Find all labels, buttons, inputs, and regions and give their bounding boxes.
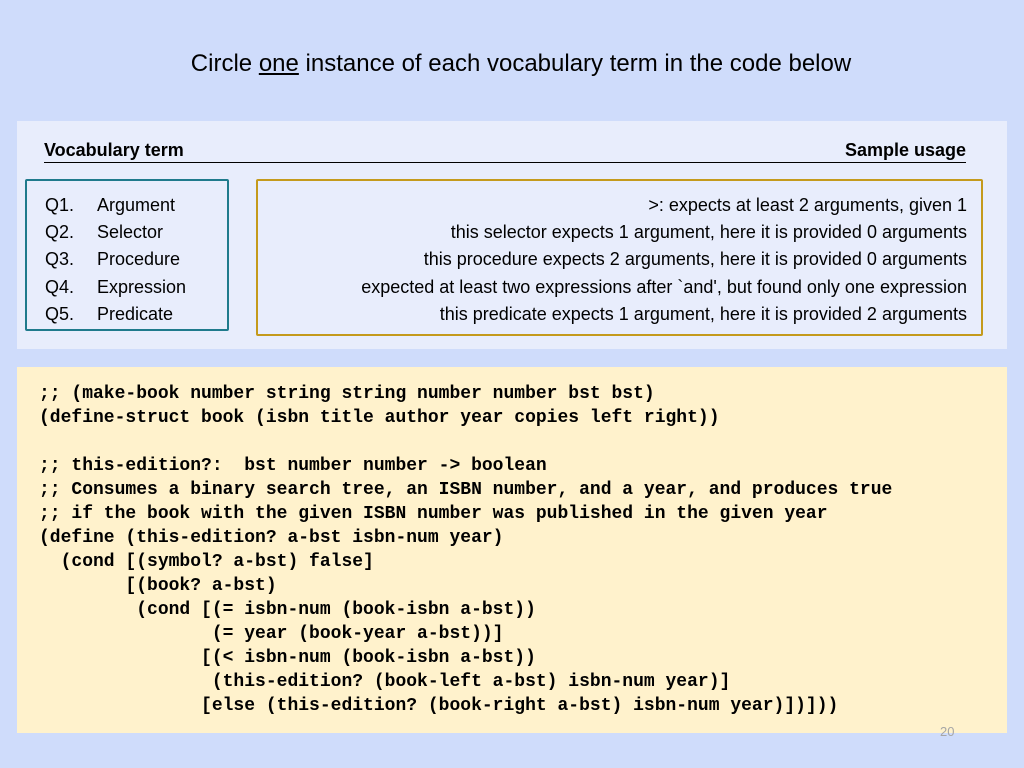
usage-row-expression: expected at least two expressions after `and', but found only one expression <box>361 277 967 297</box>
term-row-q2 <box>45 219 163 246</box>
term-label: Procedure <box>97 249 181 269</box>
code-line: (= year (book-year a-bst))] <box>39 624 504 644</box>
code-panel <box>17 367 1007 733</box>
usage-row-selector: this selector expects 1 argument, here it is provided 0 arguments <box>450 222 967 242</box>
term-number: Q5. <box>45 304 75 324</box>
code-line: (this-edition? (book-left a-bst) isbn-num year)] <box>39 672 731 692</box>
term-row-q5 <box>45 301 173 328</box>
code-line: ;; (make-book number string string number number bst bst) <box>39 384 655 404</box>
terms-box <box>25 179 229 331</box>
code-line: ;; Consumes a binary search tree, an ISBN number, and a year, and produces true <box>39 480 893 500</box>
code-line: ;; this-edition?: bst number number -> boolean <box>39 456 547 476</box>
header-sample-usage: Sample usage <box>844 140 966 160</box>
term-row-q4 <box>45 274 186 301</box>
term-number: Q1. <box>45 195 75 215</box>
header-vocabulary-term: Vocabulary term <box>44 140 184 160</box>
title-prefix: Circle <box>190 50 259 77</box>
usage-box <box>256 179 983 336</box>
title-emphasis: one <box>258 50 299 77</box>
usage-row-predicate: this predicate expects 1 argument, here it is provided 2 arguments <box>439 304 967 324</box>
code-line: (cond [(symbol? a-bst) false] <box>39 552 374 572</box>
code-line: [(< isbn-num (book-isbn a-bst)) <box>39 648 536 668</box>
code-line: [(book? a-bst) <box>39 576 277 596</box>
term-row-q3 <box>45 246 180 273</box>
code-line: (define (this-edition? a-bst isbn-num year) <box>39 528 504 548</box>
code-line: (cond [(= isbn-num (book-isbn a-bst)) <box>39 600 536 620</box>
slide-title <box>0 50 1024 78</box>
vocabulary-panel <box>17 121 1007 349</box>
term-label: Selector <box>97 222 164 242</box>
vocabulary-header <box>44 140 966 163</box>
usage-row-argument: >: expects at least 2 arguments, given 1 <box>648 195 967 215</box>
page-number: 20 <box>940 724 955 739</box>
usage-row-procedure: this procedure expects 2 arguments, here it is provided 0 arguments <box>423 249 967 269</box>
term-number: Q4. <box>45 277 75 297</box>
term-label: Predicate <box>97 304 174 324</box>
code-line: (define-struct book (isbn title author year copies left right)) <box>39 408 720 428</box>
term-label: Argument <box>97 195 176 215</box>
term-row-q1 <box>45 192 175 219</box>
term-label: Expression <box>97 277 187 297</box>
title-suffix: instance of each vocabulary term in the code below <box>298 50 852 77</box>
term-number: Q3. <box>45 249 75 269</box>
code-line: [else (this-edition? (book-right a-bst) isbn-num year)])])) <box>39 696 839 716</box>
term-number: Q2. <box>45 222 75 242</box>
code-line: ;; if the book with the given ISBN number was published in the given year <box>39 504 828 524</box>
